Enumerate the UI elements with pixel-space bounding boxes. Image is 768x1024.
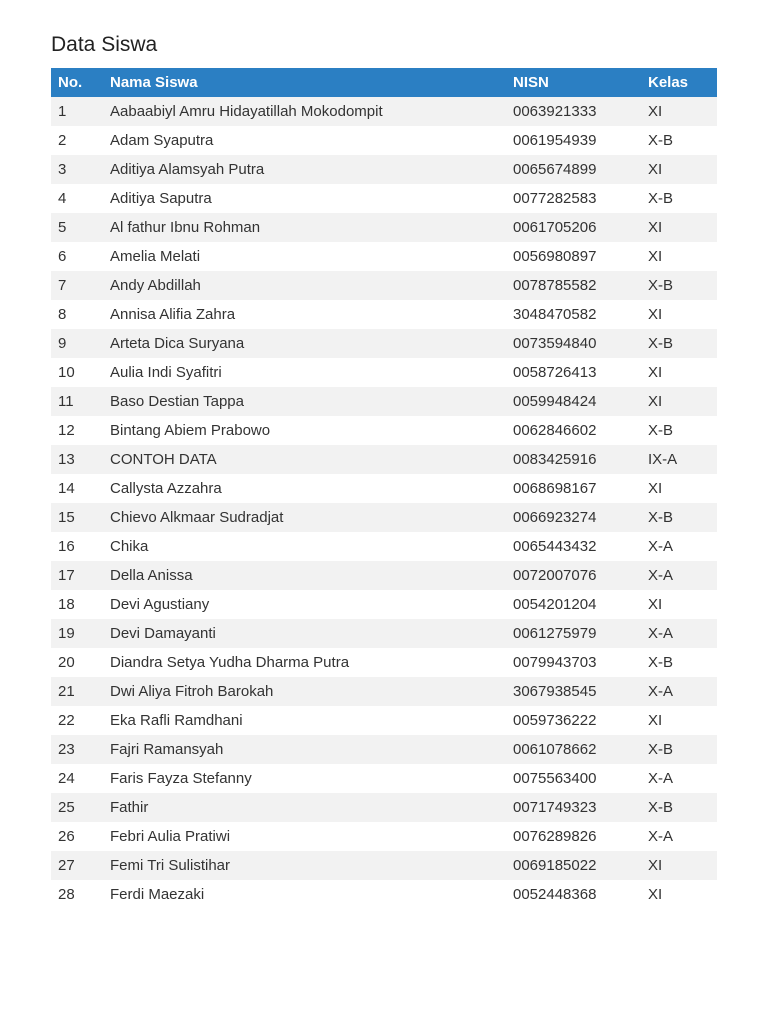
cell-kelas: XI [641, 213, 717, 242]
table-row [51, 735, 717, 764]
cell-nisn: 0061275979 [506, 619, 641, 648]
table-row [51, 851, 717, 880]
cell-no: 22 [51, 706, 103, 735]
cell-no: 24 [51, 764, 103, 793]
cell-nama-siswa: Chika [103, 532, 506, 561]
cell-nisn: 0062846602 [506, 416, 641, 445]
cell-no: 16 [51, 532, 103, 561]
cell-nama-siswa: Faris Fayza Stefanny [103, 764, 506, 793]
cell-nama-siswa: Femi Tri Sulistihar [103, 851, 506, 880]
cell-no: 7 [51, 271, 103, 300]
cell-nisn: 0065443432 [506, 532, 641, 561]
table-row [51, 764, 717, 793]
cell-nisn: 0068698167 [506, 474, 641, 503]
cell-nisn: 0083425916 [506, 445, 641, 474]
table-row [51, 387, 717, 416]
table-row [51, 822, 717, 851]
cell-nama-siswa: Chievo Alkmaar Sudradjat [103, 503, 506, 532]
cell-no: 5 [51, 213, 103, 242]
cell-nisn: 0066923274 [506, 503, 641, 532]
column-header-no: No. [51, 68, 103, 97]
cell-no: 14 [51, 474, 103, 503]
cell-kelas: X-B [641, 503, 717, 532]
cell-nama-siswa: Dwi Aliya Fitroh Barokah [103, 677, 506, 706]
cell-nama-siswa: Callysta Azzahra [103, 474, 506, 503]
table-row [51, 242, 717, 271]
table-row [51, 619, 717, 648]
cell-kelas: X-A [641, 677, 717, 706]
cell-no: 9 [51, 329, 103, 358]
cell-kelas: XI [641, 706, 717, 735]
table-row [51, 880, 717, 909]
cell-nama-siswa: Della Anissa [103, 561, 506, 590]
cell-no: 12 [51, 416, 103, 445]
table-row [51, 155, 717, 184]
table-row [51, 213, 717, 242]
cell-no: 13 [51, 445, 103, 474]
cell-nama-siswa: Fathir [103, 793, 506, 822]
column-header-nama-siswa: Nama Siswa [103, 68, 506, 97]
column-header-nisn: NISN [506, 68, 641, 97]
table-row [51, 184, 717, 213]
table-row [51, 445, 717, 474]
cell-nama-siswa: Diandra Setya Yudha Dharma Putra [103, 648, 506, 677]
table-row [51, 503, 717, 532]
cell-nama-siswa: Annisa Alifia Zahra [103, 300, 506, 329]
column-header-kelas: Kelas [641, 68, 717, 97]
table-row [51, 97, 717, 126]
cell-nisn: 0073594840 [506, 329, 641, 358]
cell-nisn: 0077282583 [506, 184, 641, 213]
cell-no: 26 [51, 822, 103, 851]
table-row [51, 648, 717, 677]
cell-kelas: X-B [641, 416, 717, 445]
cell-nisn: 0058726413 [506, 358, 641, 387]
cell-nama-siswa: CONTOH DATA [103, 445, 506, 474]
cell-kelas: X-A [641, 561, 717, 590]
cell-nisn: 0061954939 [506, 126, 641, 155]
cell-nama-siswa: Devi Damayanti [103, 619, 506, 648]
cell-nama-siswa: Al fathur Ibnu Rohman [103, 213, 506, 242]
table-header-row [51, 68, 717, 97]
cell-no: 2 [51, 126, 103, 155]
cell-nisn: 0072007076 [506, 561, 641, 590]
cell-nisn: 3048470582 [506, 300, 641, 329]
table-row [51, 561, 717, 590]
table-row [51, 474, 717, 503]
cell-nama-siswa: Eka Rafli Ramdhani [103, 706, 506, 735]
cell-kelas: X-A [641, 822, 717, 851]
cell-nisn: 0079943703 [506, 648, 641, 677]
cell-nisn: 0059948424 [506, 387, 641, 416]
cell-kelas: X-B [641, 735, 717, 764]
cell-kelas: X-A [641, 532, 717, 561]
table-row [51, 677, 717, 706]
cell-no: 28 [51, 880, 103, 909]
cell-nisn: 0059736222 [506, 706, 641, 735]
cell-nisn: 0061078662 [506, 735, 641, 764]
cell-nisn: 0061705206 [506, 213, 641, 242]
table-row [51, 590, 717, 619]
cell-no: 11 [51, 387, 103, 416]
cell-nisn: 0078785582 [506, 271, 641, 300]
table-row [51, 706, 717, 735]
cell-kelas: XI [641, 880, 717, 909]
table-row [51, 329, 717, 358]
cell-kelas: XI [641, 590, 717, 619]
cell-no: 17 [51, 561, 103, 590]
cell-kelas: XI [641, 474, 717, 503]
cell-nisn: 0056980897 [506, 242, 641, 271]
cell-kelas: X-A [641, 764, 717, 793]
table-body [51, 97, 717, 909]
table-row [51, 532, 717, 561]
table-row [51, 271, 717, 300]
cell-nama-siswa: Adam Syaputra [103, 126, 506, 155]
cell-kelas: XI [641, 242, 717, 271]
cell-nama-siswa: Aditiya Saputra [103, 184, 506, 213]
page-title: Data Siswa [51, 33, 158, 56]
table-row [51, 416, 717, 445]
cell-nama-siswa: Devi Agustiany [103, 590, 506, 619]
cell-kelas: X-A [641, 619, 717, 648]
cell-kelas: XI [641, 358, 717, 387]
cell-no: 27 [51, 851, 103, 880]
cell-nama-siswa: Baso Destian Tappa [103, 387, 506, 416]
cell-kelas: X-B [641, 648, 717, 677]
cell-nama-siswa: Amelia Melati [103, 242, 506, 271]
cell-no: 3 [51, 155, 103, 184]
students-table [51, 68, 717, 909]
cell-nisn: 0075563400 [506, 764, 641, 793]
cell-kelas: X-B [641, 793, 717, 822]
cell-no: 10 [51, 358, 103, 387]
cell-kelas: XI [641, 851, 717, 880]
cell-kelas: X-B [641, 329, 717, 358]
cell-nama-siswa: Aulia Indi Syafitri [103, 358, 506, 387]
table-row [51, 358, 717, 387]
cell-kelas: X-B [641, 126, 717, 155]
cell-kelas: X-B [641, 184, 717, 213]
cell-nisn: 0063921333 [506, 97, 641, 126]
cell-kelas: XI [641, 387, 717, 416]
cell-no: 1 [51, 97, 103, 126]
cell-nama-siswa: Arteta Dica Suryana [103, 329, 506, 358]
cell-kelas: XI [641, 155, 717, 184]
cell-nisn: 3067938545 [506, 677, 641, 706]
cell-nama-siswa: Ferdi Maezaki [103, 880, 506, 909]
cell-kelas: X-B [641, 271, 717, 300]
cell-no: 6 [51, 242, 103, 271]
cell-kelas: XI [641, 300, 717, 329]
cell-nama-siswa: Fajri Ramansyah [103, 735, 506, 764]
table-row [51, 126, 717, 155]
cell-nama-siswa: Febri Aulia Pratiwi [103, 822, 506, 851]
cell-no: 18 [51, 590, 103, 619]
table-row [51, 793, 717, 822]
cell-no: 4 [51, 184, 103, 213]
cell-nama-siswa: Aabaabiyl Amru Hidayatillah Mokodompit [103, 97, 506, 126]
cell-nisn: 0054201204 [506, 590, 641, 619]
cell-nisn: 0076289826 [506, 822, 641, 851]
cell-no: 15 [51, 503, 103, 532]
cell-nama-siswa: Aditiya Alamsyah Putra [103, 155, 506, 184]
cell-kelas: XI [641, 97, 717, 126]
cell-nisn: 0071749323 [506, 793, 641, 822]
cell-nisn: 0069185022 [506, 851, 641, 880]
cell-nama-siswa: Andy Abdillah [103, 271, 506, 300]
cell-kelas: IX-A [641, 445, 717, 474]
cell-no: 25 [51, 793, 103, 822]
cell-nisn: 0065674899 [506, 155, 641, 184]
cell-nisn: 0052448368 [506, 880, 641, 909]
cell-no: 21 [51, 677, 103, 706]
table-row [51, 300, 717, 329]
cell-nama-siswa: Bintang Abiem Prabowo [103, 416, 506, 445]
cell-no: 19 [51, 619, 103, 648]
cell-no: 8 [51, 300, 103, 329]
cell-no: 23 [51, 735, 103, 764]
cell-no: 20 [51, 648, 103, 677]
